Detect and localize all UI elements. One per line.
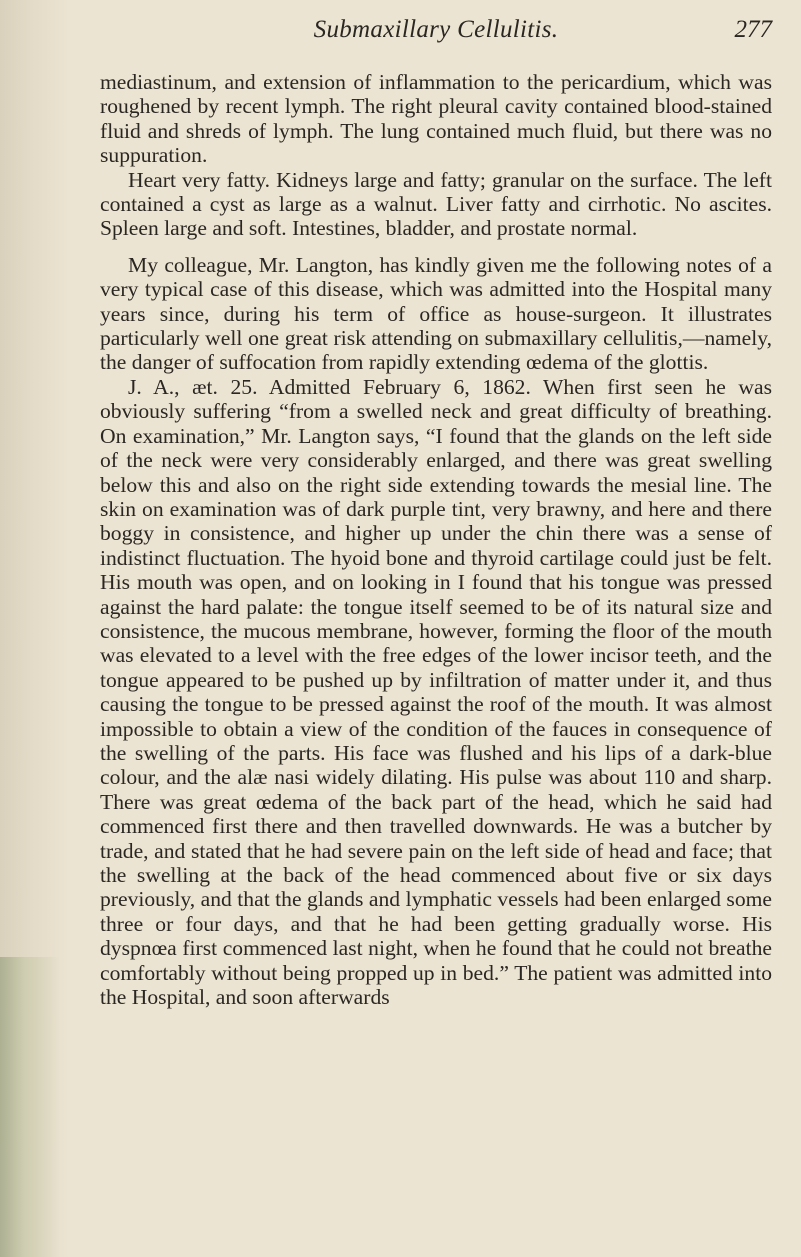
page-edge-stain	[0, 957, 60, 1257]
page-header	[100, 10, 772, 62]
paragraph-organs: Heart very fatty. Kidneys large and fatty; granular on the surface. The left contained a cyst as large as a walnut. Liver fatty and cirrhotic. No ascites. Spleen large and soft. Intestines, bladder, and prostate normal.	[100, 167, 772, 241]
paragraph-spacer	[100, 241, 772, 253]
book-page	[100, 10, 772, 1009]
page-number: 277	[734, 16, 772, 43]
paragraph-autopsy-continued: mediastinum, and extension of inflammation to the pericardium, which was roughened by recent lymph. The right pleural cavity contained blood-stained fluid and shreds of lymph. The lung contained much fluid, but there was no suppuration.	[100, 70, 772, 168]
running-title: Submaxillary Cellulitis.	[313, 16, 559, 43]
paragraph-langton-notes: My colleague, Mr. Langton, has kindly given me the following notes of a very typical case of this disease, which was admitted into the Hospital many years since, during his term of office as house-surgeon. It illustrates particularly well one great risk attending on submaxillary cellulitis,—namely, the danger of suffocation from rapidly extending œdema of the glottis.	[100, 252, 772, 375]
paragraph-case-report: J. A., æt. 25. Admitted February 6, 1862. When first seen he was obviously suffering “from a swelled neck and great difficulty of breathing. On examination,” Mr. Langton says, “I found that the glands on the left side of the neck were very considerably enlarged, and there was great swelling below this and also on the right side extending towards the mesial line. The skin on examination was of dark purple tint, very brawny, and here and there boggy in consistence, and higher up under the chin there was a sense of indistinct fluctuation. The hyoid bone and thyroid cartilage could just be felt. His mouth was open, and on looking in I found that his tongue was pressed against the hard palate: the tongue itself seemed to be of its natural size and consistence, the mucous membrane, however, forming the floor of the mouth was elevated to a level with the free edges of the lower incisor teeth, and the tongue appeared to be pushed up by infiltration of matter under it, and thus causing the tongue to be pressed against the roof of the mouth. It was almost impossible to obtain a view of the condition of the fauces in consequence of the swelling of the parts. His face was flushed and his lips of a dark-blue colour, and the alæ nasi widely dilating. His pulse was about 110 and sharp. There was great œdema of the back part of the head, which he said had commenced first there and then travelled downwards. He was a butcher by trade, and stated that he had severe pain on the left side of head and face; that the swelling at the back of the head commenced about five or six days previously, and that the glands and lymphatic vessels had been enlarged some three or four days, and that he had been getting gradually worse. His dyspnœa first commenced last night, when he found that he could not breathe comfortably without being propped up in bed.” The patient was admitted into the Hospital, and soon afterwards	[100, 374, 772, 1010]
body-text	[100, 70, 772, 1009]
